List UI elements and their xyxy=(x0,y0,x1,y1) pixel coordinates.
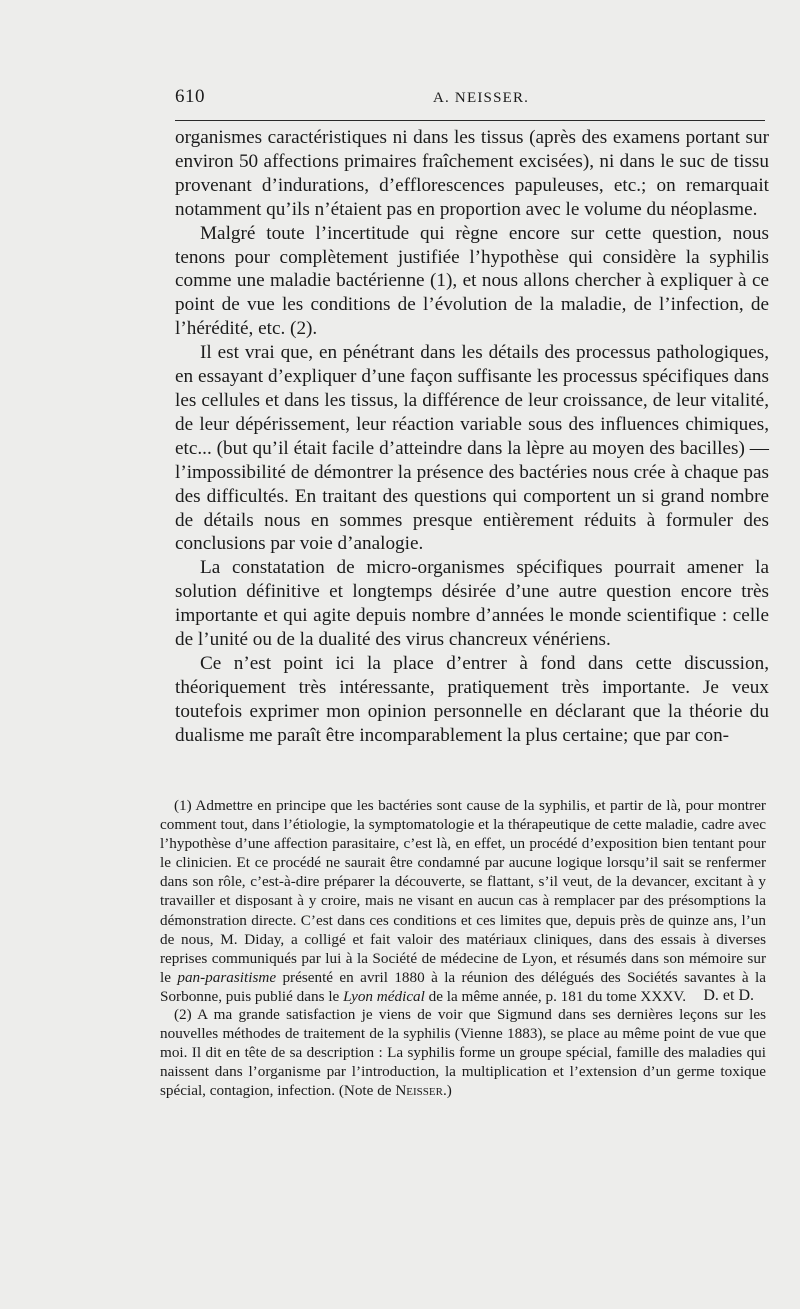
paragraph-1: organismes caractéristiques ni dans les tissus (après des examens portant sur environ 50 affections primaires fraîchement excisées), ni dans le suc de tissu provenant d’indurations, d’efflorescences papuleuses, etc.; on remarquait notamment qu’ils n’étaient pas en proportion avec le volume du néoplasme. xyxy=(175,127,769,220)
page-number: 610 xyxy=(175,86,205,107)
footnote-2-end: .) xyxy=(442,1082,452,1100)
footnote-1-italic-term: pan-parasitisme xyxy=(177,968,277,986)
footnote-2-author: Neisser xyxy=(395,1082,443,1100)
footnote-2 xyxy=(160,1005,766,1100)
header-rule xyxy=(175,120,765,121)
footnote-1-text-cont: présenté en avril 1880 à la réunion des délégués des Sociétés savantes à la Sorbonne, puis publié dans le xyxy=(160,968,766,1005)
running-head: A. NEISSER. xyxy=(433,90,530,106)
main-text xyxy=(175,126,769,748)
footnote-1 xyxy=(160,796,766,1006)
footnote-1-signature: D. et D. xyxy=(703,987,754,1005)
paragraph-4: La constatation de micro-organismes spécifiques pourrait amener la solution définitive et longtemps désirée d’une autre question encore très importante et qui agite depuis nombre d’années le monde scientifique : celle de l’unité ou de la dualité des virus chancreux vénériens. xyxy=(175,557,769,651)
footnote-1-text-end: de la même année, p. 181 du tome XXXV. xyxy=(424,987,687,1005)
page-header xyxy=(175,82,765,112)
paragraph-5: Ce n’est point ici la place d’entrer à fond dans cette discussion, théoriquement très intéressante, pratiquement très importante. Je veux toutefois exprimer mon opinion personnelle en déclarant que la théorie du dualisme me paraît être incomparablement la plus certaine; que par con- xyxy=(175,652,769,746)
paragraph-2: Malgré toute l’incertitude qui règne encore sur cette question, nous tenons pour complètement justifiée l’hypothèse qui considère la syphilis comme une maladie bactérienne (1), et nous allons chercher à expliquer à ce point de vue les conditions de l’évolution de la maladie, de l’infection, de l’hérédité, etc. (2). xyxy=(175,222,769,340)
paragraph-3: Il est vrai que, en pénétrant dans les détails des processus pathologiques, en essayant d’expliquer d’une façon suffisante les processus spécifiques dans les cellules et dans les tissus, la différence de leur croissance, de leur vitalité, de leur dépérissement, leur réaction variable sous des influences chimiques, etc... (but qu’il était facile d’atteindre dans la lèpre au moyen des bacilles) — l’impossibilité de démontrer la présence des bactéries nous crée à chaque pas des difficultés. En traitant des questions qui comportent un si grand nombre de détails nous en sommes presque entièrement réduits à formuler des conclusions par voie d’analogie. xyxy=(175,342,769,555)
footnote-2-text: (2) A ma grande satisfaction je viens de voir que Sigmund dans ses dernières leçons sur les nouvelles méthodes de traitement de la syphilis (Vienne 1883), se place au même point de vue que moi. Il dit en tête de sa description : La syphilis forme un groupe spécial, famille des maladies qui naissent dans l’organisme par l’introduction, la multiplication et l’extension d’un germe toxique spécial, contagion, infection. (Note de xyxy=(160,1006,766,1100)
footnote-1-text: (1) Admettre en principe que les bactéries sont cause de la syphilis, et partir de là, pour montrer comment tout, dans l’étiologie, la symptomatologie et la thérapeutique de cette maladie, cadre avec l’hypothèse d’une affection parasitaire, c’est là, en effet, un procédé d’exposition bien tentant pour le clinicien. Et ce procédé ne saurait être condamné par aucune logique lorsqu’il sait se renfermer dans son rôle, c’est-à-dire préparer la découverte, se flattant, s’il veut, de la devancer, excitant à y travailler et disposant à y croire, mais ne visant en aucun cas à remplacer par des présomptions la démonstration directe. C’est dans ces conditions et ces limites que, depuis près de quinze ans, l’un de nous, M. Diday, a colligé et fait valoir des matériaux cliniques, dans des essais à diverses reprises communiqués par lui à la Société de médecine de Lyon, et résumés dans son mémoire sur le xyxy=(160,797,766,986)
footnotes xyxy=(160,796,766,1101)
footnote-1-journal: Lyon médical xyxy=(343,987,425,1005)
